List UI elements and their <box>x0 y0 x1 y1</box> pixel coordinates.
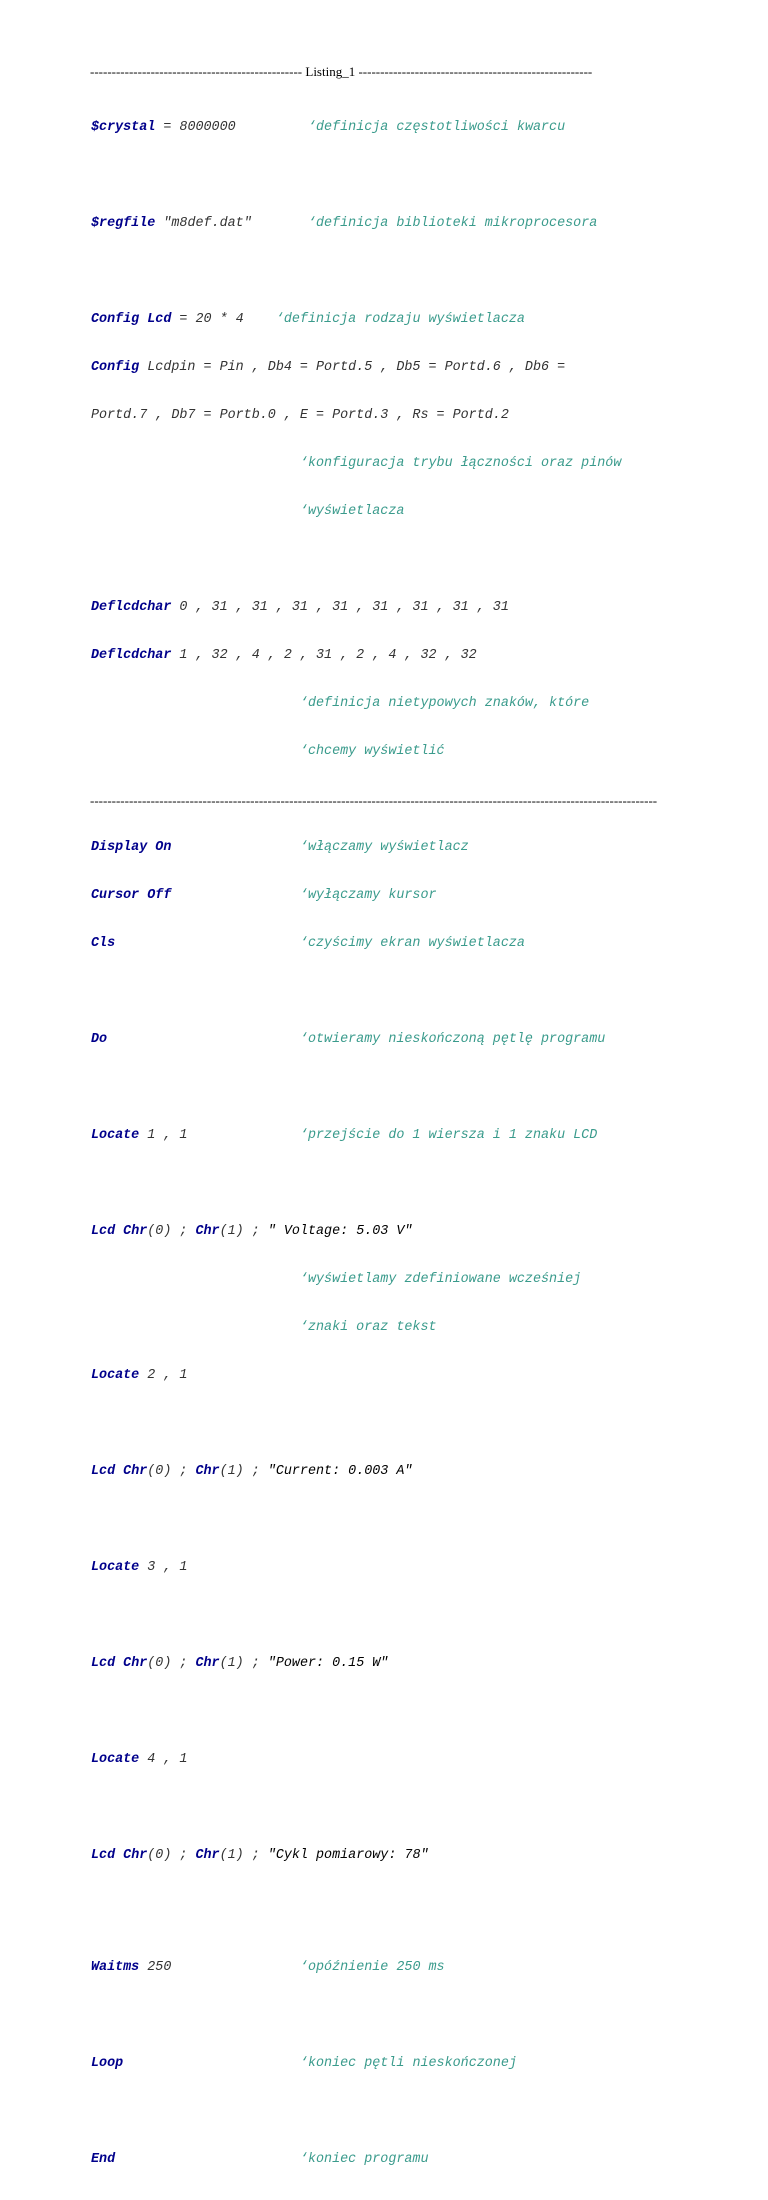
code-comment-lcd-1a: ‘wyświetlamy zdefiniowane wcześniej <box>299 1272 582 1287</box>
code-line-lcd-2: Lcd Chr(0) ; Chr(1) ; "Current: 0.003 A" <box>91 1464 413 1479</box>
code-line-deflcdchar-1: Deflcdchar 1 , 32 , 4 , 2 , 31 , 2 , 4 , 32 , 32 <box>91 648 477 663</box>
code-line-end: End ‘koniec programu <box>91 2152 429 2167</box>
code-line-regfile: $regfile "m8def.dat" ‘definicja biblioteki mikroprocesora <box>91 216 598 231</box>
code-comment-lcd-1b: ‘znaki oraz tekst <box>299 1320 437 1335</box>
code-line-do: Do ‘otwieramy nieskończoną pętlę programu <box>91 1032 606 1047</box>
code-line-locate-1: Locate 1 , 1 ‘przejście do 1 wiersza i 1 znaku LCD <box>91 1128 598 1143</box>
code-line-locate-2: Locate 2 , 1 <box>91 1368 188 1383</box>
code-listing <box>91 88 621 2200</box>
code-line-config-lcdpin: Config Lcdpin = Pin , Db4 = Portd.5 , Db5 = Portd.6 , Db6 = <box>91 360 566 375</box>
code-line-cursor-off: Cursor Off ‘wyłączamy kursor <box>91 888 437 903</box>
code-line-lcd-3: Lcd Chr(0) ; Chr(1) ; "Power: 0.15 W" <box>91 1656 389 1671</box>
code-line-locate-4: Locate 4 , 1 <box>91 1752 188 1767</box>
listing-footer-rule: ----------------------------------------------------------------------------------------------------------------------------------- <box>90 793 658 808</box>
code-line-loop: Loop ‘koniec pętli nieskończonej <box>91 2056 517 2071</box>
code-line-locate-3: Locate 3 , 1 <box>91 1560 188 1575</box>
code-line-crystal: $crystal = 8000000 ‘definicja częstotliwości kwarcu <box>91 120 566 135</box>
code-line-lcd-4: Lcd Chr(0) ; Chr(1) ; "Cykl pomiarowy: 78" <box>91 1848 429 1863</box>
code-line-display-on: Display On ‘włączamy wyświetlacz <box>91 840 469 855</box>
listing-header-rule: ------------------------------------------------- Listing_1 ------------------------------------------------------ <box>90 64 593 79</box>
code-comment-config-1: ‘konfiguracja trybu łączności oraz pinów <box>299 456 622 471</box>
code-line-config-lcd: Config Lcd = 20 * 4 ‘definicja rodzaju wyświetlacza <box>91 312 525 327</box>
code-comment-config-2: ‘wyświetlacza <box>299 504 405 519</box>
code-line-lcd-1: Lcd Chr(0) ; Chr(1) ; " Voltage: 5.03 V" <box>91 1224 413 1239</box>
code-comment-deflcdchar-1: ‘definicja nietypowych znaków, które <box>299 696 590 711</box>
code-line-deflcdchar-0: Deflcdchar 0 , 31 , 31 , 31 , 31 , 31 , 31 , 31 , 31 <box>91 600 509 615</box>
code-line-waitms: Waitms 250 ‘opóźnienie 250 ms <box>91 1960 445 1975</box>
code-line-config-lcdpin-cont: Portd.7 , Db7 = Portb.0 , E = Portd.3 , Rs = Portd.2 <box>91 408 509 423</box>
code-comment-deflcdchar-2: ‘chcemy wyświetlić <box>299 744 445 759</box>
code-line-cls: Cls ‘czyścimy ekran wyświetlacza <box>91 936 525 951</box>
